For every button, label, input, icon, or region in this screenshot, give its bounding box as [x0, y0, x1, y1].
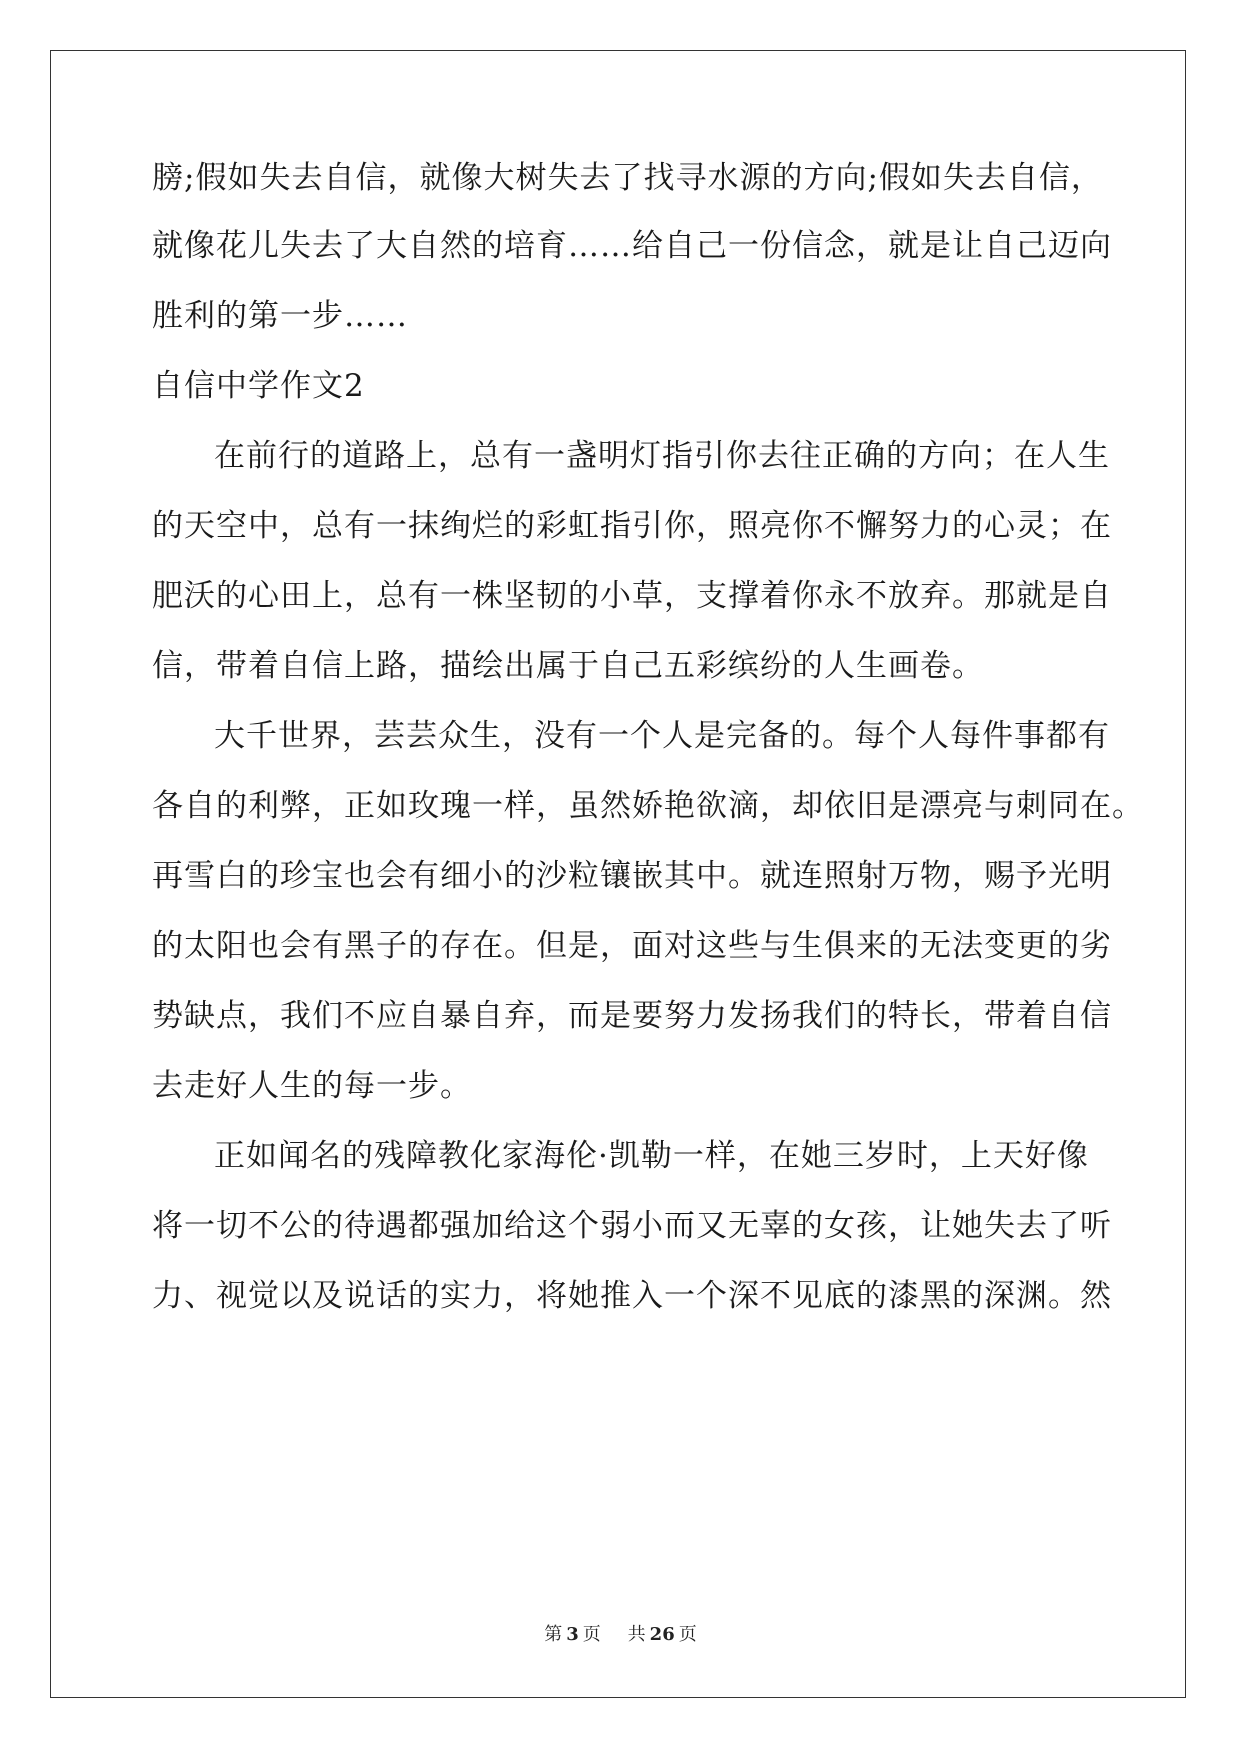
text-line: 信，带着自信上路，描绘出属于自己五彩缤纷的人生画卷。: [152, 648, 984, 684]
text-line: 就像花儿失去了大自然的培育……给自己一份信念，就是让自己迈向: [152, 228, 1112, 264]
current-page-number: 3: [566, 1624, 579, 1645]
text-line: 在前行的道路上，总有一盏明灯指引你去往正确的方向；在人生: [214, 438, 1110, 474]
page-footer: [0, 1620, 1241, 1646]
text-line: 将一切不公的待遇都强加给这个弱小而又无辜的女孩，让她失去了听: [152, 1208, 1112, 1244]
text-line: 各自的利弊，正如玫瑰一样，虽然娇艳欲滴，却依旧是漂亮与刺同在。: [152, 788, 1144, 824]
text-line: 的太阳也会有黑子的存在。但是，面对这些与生俱来的无法变更的劣: [152, 928, 1112, 964]
text-line: 膀;假如失去自信，就像大树失去了找寻水源的方向;假如失去自信，: [152, 160, 1103, 196]
text-line: 势缺点，我们不应自暴自弃，而是要努力发扬我们的特长，带着自信: [152, 998, 1112, 1034]
footer-prefix: 第: [544, 1624, 563, 1645]
text-line: 肥沃的心田上，总有一株坚韧的小草，支撑着你永不放弃。那就是自: [152, 578, 1112, 614]
text-line: 正如闻名的残障教化家海伦·凯勒一样，在她三岁时，上天好像: [214, 1138, 1089, 1174]
text-line: 力、视觉以及说话的实力，将她推入一个深不见底的漆黑的深渊。然: [152, 1278, 1112, 1314]
text-line: 去走好人生的每一步。: [152, 1068, 472, 1104]
text-line: 胜利的第一步……: [152, 298, 408, 334]
text-line: 的天空中，总有一抹绚烂的彩虹指引你，照亮你不懈努力的心灵；在: [152, 508, 1112, 544]
total-page-count: 26: [649, 1624, 675, 1645]
section-heading: 自信中学作文2: [152, 368, 365, 404]
text-line: 大千世界，芸芸众生，没有一个人是完备的。每个人每件事都有: [214, 718, 1110, 754]
text-line: 再雪白的珍宝也会有细小的沙粒镶嵌其中。就连照射万物，赐予光明: [152, 858, 1112, 894]
footer-page-unit: 页: [582, 1624, 601, 1645]
footer-total-prefix: 共: [627, 1624, 646, 1645]
footer-total-unit: 页: [678, 1624, 697, 1645]
